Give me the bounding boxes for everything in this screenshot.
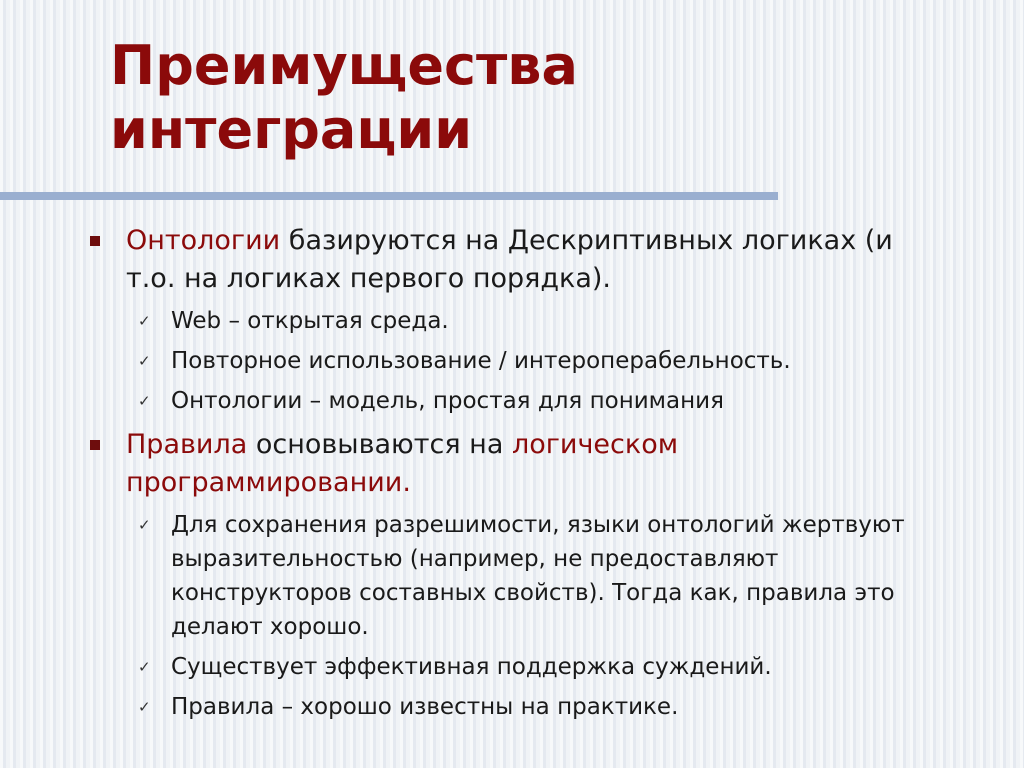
- bullet-text-part: Правила: [126, 429, 248, 460]
- checkmark-icon: ✓: [138, 658, 151, 676]
- sub-bullet-item: [88, 650, 924, 684]
- sub-bullet-text: Правила – хорошо известны на практике.: [171, 694, 679, 720]
- bullet-ontologies: [88, 222, 924, 298]
- sub-bullet-item: [88, 304, 924, 338]
- sub-bullet-text: Web – открытая среда.: [171, 308, 449, 334]
- sub-bullet-text: Для сохранения разрешимости, языки онтологий жертвуют выразительностью (например, не предоставляют конструкторов составных свойств). Тогда как, правила это делают хорошо.: [171, 512, 905, 640]
- sub-bullet-item: [88, 508, 924, 644]
- checkmark-icon: ✓: [138, 698, 151, 716]
- bullet-text-part: базируются на Дескриптивных логиках (и т.о. на логиках первого порядка).: [126, 225, 893, 294]
- title-underline-rule: [0, 192, 778, 200]
- sub-bullet-item: [88, 344, 924, 378]
- sub-bullet-text: Повторное использование / интероперабельность.: [171, 348, 791, 374]
- slide-body: [88, 222, 924, 732]
- square-bullet-icon: [90, 236, 100, 246]
- slide-title: [110, 34, 750, 162]
- checkmark-icon: ✓: [138, 352, 151, 370]
- sub-bullet-item: [88, 690, 924, 724]
- slide-title-line-2: интеграции: [110, 98, 473, 161]
- bullet-text-part: логическом программировании.: [126, 429, 679, 498]
- checkmark-icon: ✓: [138, 392, 151, 410]
- sub-bullet-item: [88, 384, 924, 418]
- bullet-text-part: основываются на: [247, 429, 512, 460]
- checkmark-icon: ✓: [138, 516, 151, 534]
- bullet-rules: [88, 426, 924, 502]
- sub-bullet-text: Существует эффективная поддержка суждений.: [171, 654, 772, 680]
- square-bullet-icon: [90, 440, 100, 450]
- sub-bullet-text: Онтологии – модель, простая для понимания: [171, 388, 724, 414]
- checkmark-icon: ✓: [138, 312, 151, 330]
- sub-bullet-list: [88, 508, 924, 724]
- slide-title-line-1: Преимущества: [110, 34, 578, 97]
- sub-bullet-list: [88, 304, 924, 418]
- bullet-text-part: Онтологии: [126, 225, 281, 256]
